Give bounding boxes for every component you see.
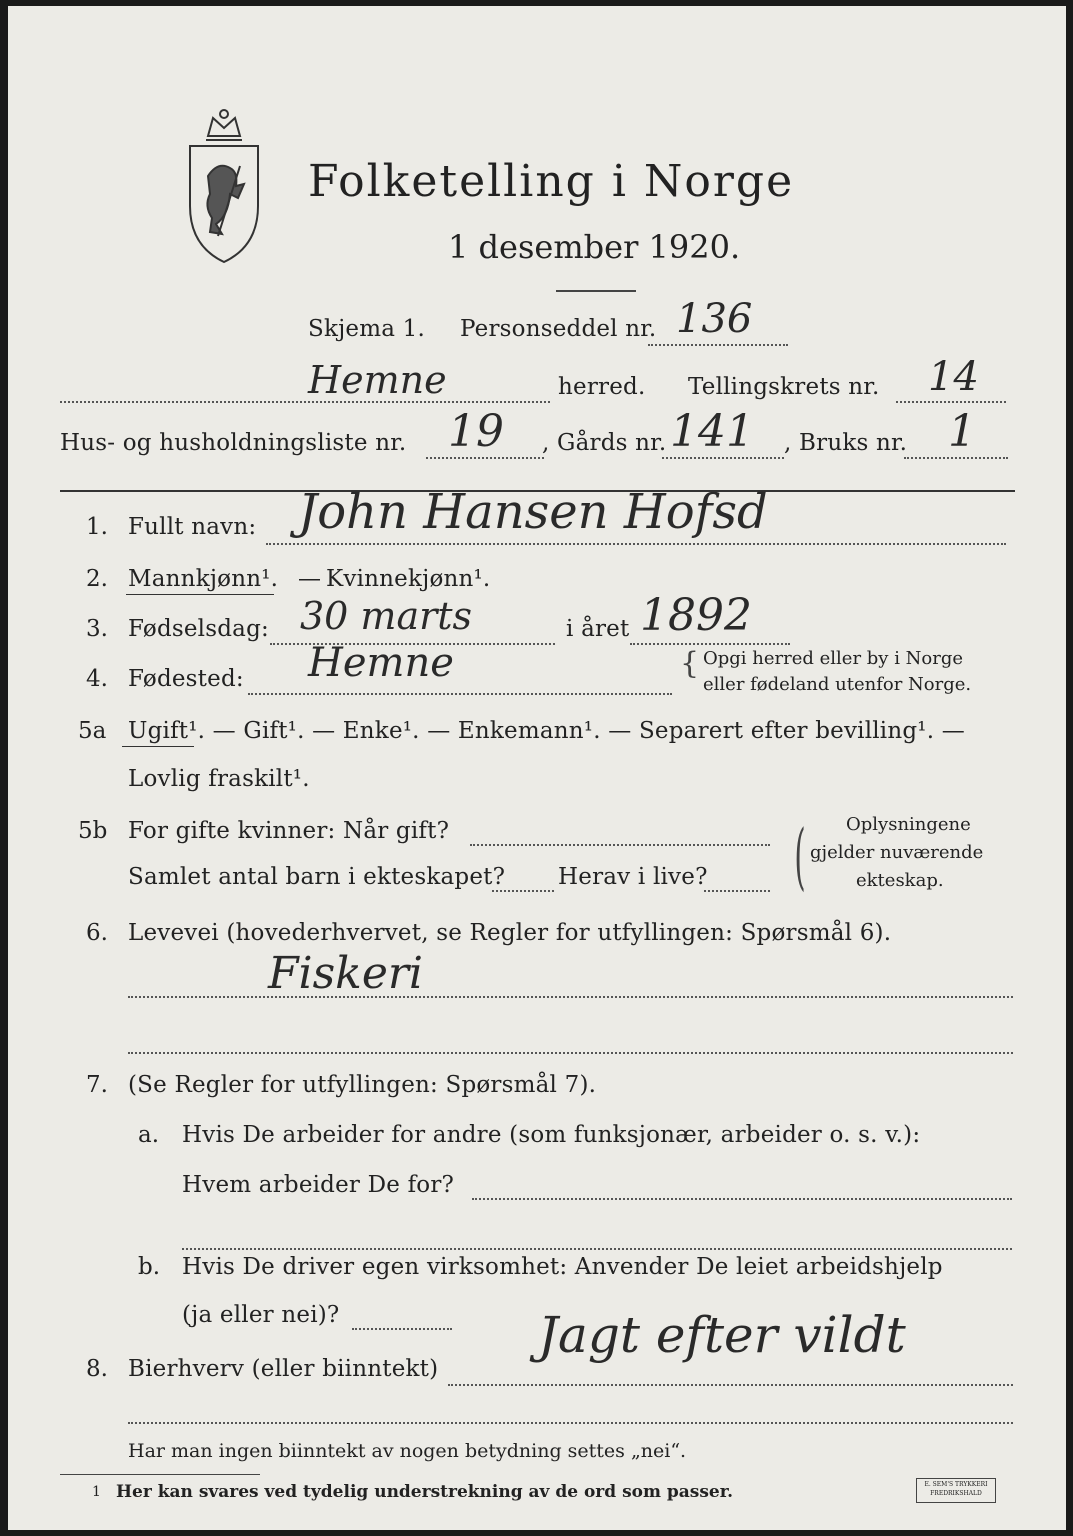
hus-value[interactable]: 19 — [448, 406, 504, 457]
gender-male-underline — [126, 594, 274, 595]
personseddel-number[interactable]: 136 — [676, 296, 753, 342]
full-name-value[interactable]: John Hansen Hofsd — [298, 484, 768, 540]
footnote-text: Her kan svares ved tydelig understrekning av de ord som passer. — [116, 1482, 734, 1502]
q5b-alive-label: Herav i live? — [558, 864, 708, 890]
marital-status-underline — [122, 746, 194, 747]
gender-separator: — — [298, 566, 322, 592]
employer-dotted-line2 — [182, 1248, 1012, 1250]
q4-label: Fødested: — [128, 666, 244, 692]
gards-label: , Gårds nr. — [542, 430, 667, 456]
bruks-value[interactable]: 1 — [948, 406, 976, 457]
q5b-note-line3: ekteskap. — [856, 870, 944, 891]
q1-dotted-line — [266, 543, 1006, 545]
q3-label: Fødselsdag: — [128, 616, 269, 642]
gender-female-option[interactable]: Kvinnekjønn¹. — [326, 566, 491, 592]
occupation-line1 — [128, 996, 1013, 998]
gards-dotted-line — [662, 457, 784, 459]
footnote-divider — [60, 1474, 260, 1475]
coat-of-arms-icon — [178, 106, 270, 266]
q5b-when-married-label: For gifte kvinner: Når gift? — [128, 818, 450, 844]
herred-dotted-line — [60, 401, 550, 403]
q5b-number: 5b — [78, 818, 108, 844]
printer-stamp — [916, 1478, 996, 1503]
birthplace-note-line1: Opgi herred eller by i Norge — [703, 648, 964, 669]
title-divider — [556, 290, 636, 292]
side-income-dotted-line — [448, 1384, 1013, 1386]
year-label: i året — [566, 616, 630, 642]
birthplace-value[interactable]: Hemne — [308, 640, 454, 686]
q3-number: 3. — [86, 616, 108, 642]
q5b-children-label: Samlet antal barn i ekteskapet? — [128, 864, 506, 890]
bruks-label: , Bruks nr. — [784, 430, 908, 456]
gards-value[interactable]: 141 — [670, 406, 754, 457]
when-married-dotted-line — [470, 844, 770, 846]
birth-year-value[interactable]: 1892 — [640, 590, 752, 641]
tellingskrets-dotted-line — [896, 401, 1006, 403]
q1-label: Fullt navn: — [128, 514, 257, 540]
birthday-value[interactable]: 30 marts — [300, 594, 473, 638]
q5b-brace: ( — [794, 814, 806, 898]
schema-label: Skjema 1. — [308, 316, 426, 342]
q4-number: 4. — [86, 666, 108, 692]
birthplace-dotted-line — [248, 693, 672, 695]
side-income-dotted-line2 — [128, 1422, 1013, 1424]
q6-number: 6. — [86, 920, 108, 946]
tellingskrets-value[interactable]: 14 — [928, 354, 979, 400]
herred-value[interactable]: Hemne — [308, 358, 447, 402]
alive-dotted-line — [704, 890, 770, 892]
footnote-mark: 1 — [92, 1484, 101, 1500]
hus-dotted-line — [426, 457, 544, 459]
form-date: 1 desember 1920. — [448, 228, 741, 266]
year-dotted-line — [630, 643, 790, 645]
gender-male-option[interactable]: Mannkjønn¹. — [128, 566, 279, 592]
children-dotted-line — [492, 890, 554, 892]
tellingskrets-label: Tellingskrets nr. — [688, 374, 880, 400]
q7a-letter: a. — [138, 1122, 160, 1148]
q8-label: Bierhverv (eller biinntekt) — [128, 1356, 439, 1382]
printer-stamp-line2: FREDRIKSHALD — [930, 1490, 982, 1497]
printer-stamp-line1: E. SEM'S TRYKKERI — [924, 1481, 988, 1488]
marital-status-options[interactable]: Ugift¹. — Gift¹. — Enke¹. — Enkemann¹. — Separert efter bevilling¹. — — [128, 718, 965, 744]
census-form-page — [8, 6, 1066, 1530]
herred-label: herred. — [558, 374, 646, 400]
q7b-letter: b. — [138, 1254, 161, 1280]
marital-status-options-line2[interactable]: Lovlig fraskilt¹. — [128, 766, 310, 792]
form-title: Folketelling i Norge — [308, 156, 795, 207]
q8-number: 8. — [86, 1356, 108, 1382]
q7a-line2: Hvem arbeider De for? — [182, 1172, 455, 1198]
hus-label: Hus- og husholdningsliste nr. — [60, 430, 407, 456]
side-income-value[interactable]: Jagt efter vildt — [538, 1306, 906, 1364]
personseddel-dotted-line — [648, 344, 788, 346]
q6-label: Levevei (hovederhvervet, se Regler for utfyllingen: Spørsmål 6). — [128, 920, 892, 946]
q2-number: 2. — [86, 566, 108, 592]
personseddel-label: Personseddel nr. — [460, 316, 657, 342]
q7b-line1: Hvis De driver egen virksomhet: Anvender De leiet arbeidshjelp — [182, 1254, 943, 1280]
footer-note: Har man ingen biinntekt av nogen betydning settes „nei“. — [128, 1440, 687, 1462]
q7-label: (Se Regler for utfyllingen: Spørsmål 7). — [128, 1072, 597, 1098]
q7-number: 7. — [86, 1072, 108, 1098]
hired-help-dotted-line — [352, 1328, 452, 1330]
q5a-number: 5a — [78, 718, 107, 744]
q7a-line1: Hvis De arbeider for andre (som funksjonær, arbeider o. s. v.): — [182, 1122, 921, 1148]
occupation-line2 — [128, 1052, 1013, 1054]
q1-number: 1. — [86, 514, 108, 540]
q5b-note-line2: gjelder nuværende — [810, 842, 984, 863]
occupation-value[interactable]: Fiskeri — [268, 948, 423, 999]
birthplace-note-line2: eller fødeland utenfor Norge. — [703, 674, 972, 695]
q5b-note-line1: Oplysningene — [846, 814, 971, 835]
q7b-line2: (ja eller nei)? — [182, 1302, 340, 1328]
employer-dotted-line — [472, 1198, 1012, 1200]
bruks-dotted-line — [904, 457, 1008, 459]
birthplace-brace: { — [680, 646, 700, 681]
